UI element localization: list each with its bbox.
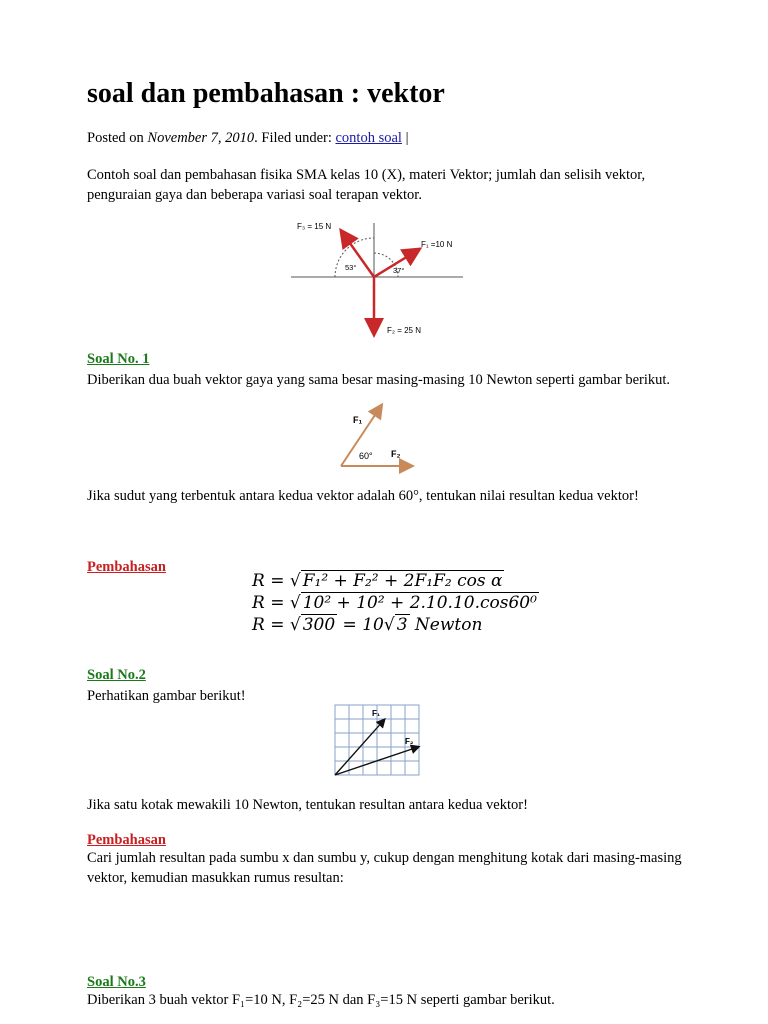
post-meta (87, 130, 408, 147)
f2-label: F₂ (405, 737, 414, 746)
f2-label: F₂ = 25 N (387, 326, 422, 335)
formula-radicand: 10² + 10² + 2.10.10.cos60⁰ (302, 593, 537, 613)
formula-lhs: R = (252, 593, 290, 613)
f2-label: F₂ (391, 449, 401, 459)
page-title: soal dan pembahasan : vektor (87, 78, 445, 109)
soal1-heading: Soal No. 1 (87, 351, 150, 367)
category-link[interactable]: contoh soal (335, 130, 402, 146)
formula-line-2: R = √ 10² + 10² + 2.10.10.cos60⁰ (252, 593, 537, 613)
formula-lhs: R = (252, 615, 290, 635)
f1-label: F₁ =10 N (421, 240, 453, 249)
f3-label: F₃ = 15 N (297, 222, 332, 231)
f1-label: F₁ (372, 709, 381, 718)
soal1-pembahasan-heading: Pembahasan (87, 559, 166, 575)
meta-separator: | (405, 130, 409, 146)
formula-unit: Newton (409, 615, 483, 635)
post-date: November 7, 2010 (147, 130, 255, 146)
resultant-formula (252, 570, 539, 636)
f1-label: F₁ (353, 415, 363, 425)
soal1-question: Jika sudut yang terbentuk antara kedua vektor adalah 60°, tentukan nilai resultan kedua vektor! (87, 488, 639, 504)
formula-radicand-2: 3 (396, 615, 408, 635)
angle-left-label: 53° (345, 263, 357, 272)
formula-rhs: = 10 (337, 615, 384, 635)
formula-line-3: R = √ 300 = 10√ 3 Newton (252, 615, 483, 635)
soal2-answer: Cari jumlah resultan pada sumbu x dan sumbu y, cukup dengan menghitung kotak dari masing-masing vektor, kemudian masukkan rumus resultan: (87, 850, 682, 886)
vector-diagram-two-forces (335, 400, 420, 470)
angle-label: 60° (359, 451, 373, 461)
grid-vector-diagram (334, 704, 422, 778)
soal2-heading: Soal No.2 (87, 667, 146, 683)
soal1-text: Diberikan dua buah vektor gaya yang sama besar masing-masing 10 Newton seperti gambar berikut. (87, 372, 671, 388)
soal3-text: Diberikan 3 buah vektor F₁=10 N, F₂=25 N dan F₃=15 N seperti gambar berikut. (87, 992, 555, 1008)
soal2-text: Perhatikan gambar berikut! (87, 688, 246, 704)
formula-radicand: 300 (302, 615, 336, 635)
soal2-pembahasan-heading: Pembahasan (87, 832, 166, 848)
formula-lhs: R = (252, 571, 290, 591)
soal2-question: Jika satu kotak mewakili 10 Newton, tentukan resultan antara kedua vektor! (87, 797, 528, 813)
angle-right-label: 37° (393, 266, 405, 275)
filed-under-label: . Filed under: (254, 130, 332, 146)
formula-line-1: R = √ F₁² + F₂² + 2F₁F₂ cos α (252, 571, 503, 591)
soal3-heading: Soal No.3 (87, 974, 146, 990)
posted-on-label: Posted on (87, 130, 144, 146)
formula-radicand: F₁² + F₂² + 2F₁F₂ cos α (302, 571, 503, 591)
vector-diagram-three-forces (285, 215, 485, 345)
intro-paragraph: Contoh soal dan pembahasan fisika SMA kelas 10 (X), materi Vektor; jumlah dan selisih vektor, penguraian gaya dan beberapa variasi soal terapan vektor. (87, 167, 646, 203)
